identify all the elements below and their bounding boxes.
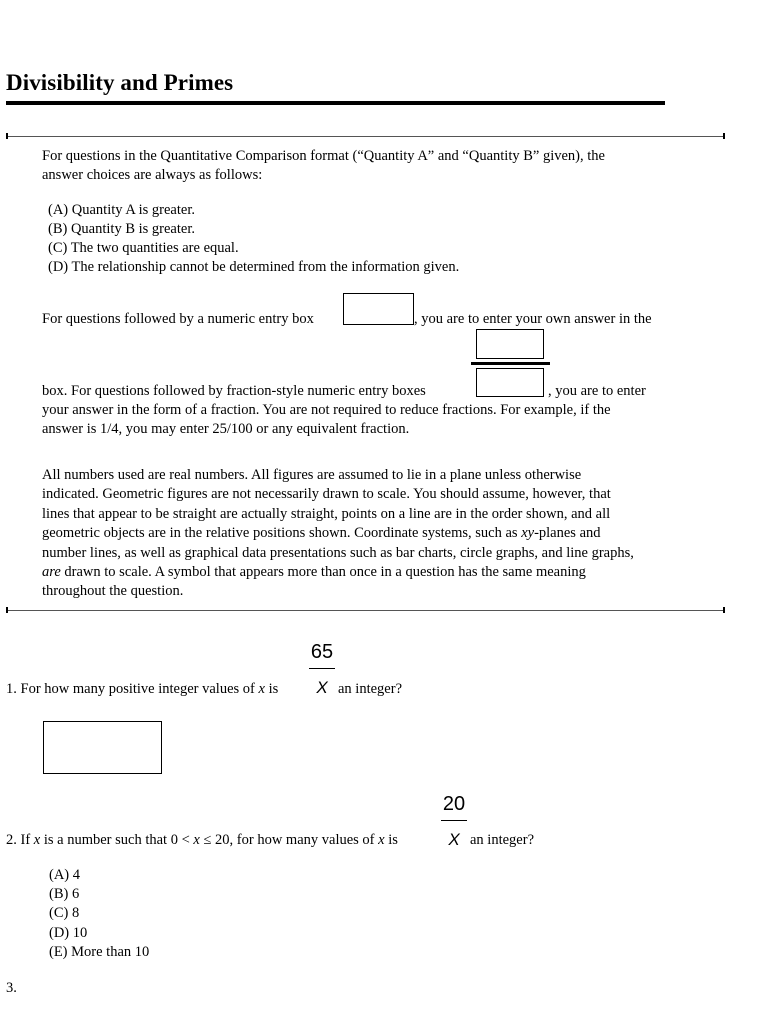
qc-choice-a: (A) Quantity A is greater.	[48, 202, 195, 218]
fraction-entry-line-2: your answer in the form of a fraction. You are not required to reduce fractions. For example, if the	[42, 402, 611, 418]
page-title: Divisibility and Primes	[6, 70, 234, 95]
sample-numeric-entry-box	[343, 293, 414, 325]
numeric-entry-text-before: For questions followed by a numeric entry box	[42, 311, 314, 327]
general-line-2: indicated. Geometric figures are not necessarily drawn to scale. You should assume, however, that	[42, 486, 611, 502]
sample-fraction-numerator-box	[476, 329, 544, 359]
rule-tick-left	[6, 607, 8, 613]
q2-fraction-denominator: X	[448, 830, 460, 849]
qc-intro-line-2: answer choices are always as follows:	[42, 167, 263, 183]
q1-text: 1. For how many positive integer values of x is	[6, 681, 279, 697]
qc-choice-d: (D) The relationship cannot be determined from the information given.	[48, 259, 460, 275]
title-underline	[6, 101, 665, 105]
fraction-entry-line-3: answer is 1/4, you may enter 25/100 or any equivalent fraction.	[42, 421, 410, 437]
general-line-1: All numbers used are real numbers. All figures are assumed to lie in a plane unless otherwise	[42, 467, 582, 483]
fraction-entry-text-before: box. For questions followed by fraction-style numeric entry boxes	[42, 383, 426, 399]
q2-choice-b[interactable]: (B) 6	[49, 886, 80, 902]
q2-text-end: an integer?	[470, 832, 535, 848]
q2-text: 2. If x is a number such that 0 < x ≤ 20, for how many values of x is	[6, 832, 398, 848]
q2-fraction-line	[441, 820, 467, 821]
q1-text-end: an integer?	[338, 681, 403, 697]
sample-fraction-denominator-box	[476, 368, 544, 397]
rule-tick-right	[723, 607, 725, 613]
general-line-7: throughout the question.	[42, 583, 184, 599]
q1-fraction-line	[309, 668, 335, 669]
q2-choice-a[interactable]: (A) 4	[49, 867, 81, 883]
fraction-entry-text-after: , you are to enter	[548, 383, 646, 399]
qc-intro-line-1: For questions in the Quantitative Comparison format (“Quantity A” and “Quantity B” given), the	[42, 148, 605, 164]
general-line-3: lines that appear to be straight are actually straight, points on a line are in the order shown, and all	[42, 506, 611, 522]
directions-bottom-rule	[6, 610, 725, 611]
q1-fraction-denominator: X	[316, 678, 328, 697]
numeric-entry-text-after: , you are to enter your own answer in the	[414, 311, 652, 327]
q1-answer-input-box[interactable]	[43, 721, 162, 774]
general-line-4: geometric objects are in the relative positions shown. Coordinate systems, such as xy-planes and	[42, 525, 601, 541]
directions-top-rule	[6, 136, 725, 137]
sample-fraction-bar	[471, 362, 550, 365]
q2-fraction-numerator: 20	[442, 793, 466, 815]
qc-choice-b: (B) Quantity B is greater.	[48, 221, 195, 237]
general-line-6: are drawn to scale. A symbol that appears more than once in a question has the same meaning	[42, 564, 586, 580]
general-line-5: number lines, as well as graphical data presentations such as bar charts, circle graphs, and line graphs,	[42, 545, 634, 561]
q3-number: 3.	[6, 980, 17, 996]
rule-tick-right	[723, 133, 725, 139]
q2-choice-c[interactable]: (C) 8	[49, 905, 80, 921]
qc-choice-c: (C) The two quantities are equal.	[48, 240, 239, 256]
rule-tick-left	[6, 133, 8, 139]
q2-choice-d[interactable]: (D) 10	[49, 925, 88, 941]
q2-choice-e[interactable]: (E) More than 10	[49, 944, 150, 960]
q1-fraction-numerator: 65	[310, 641, 334, 663]
